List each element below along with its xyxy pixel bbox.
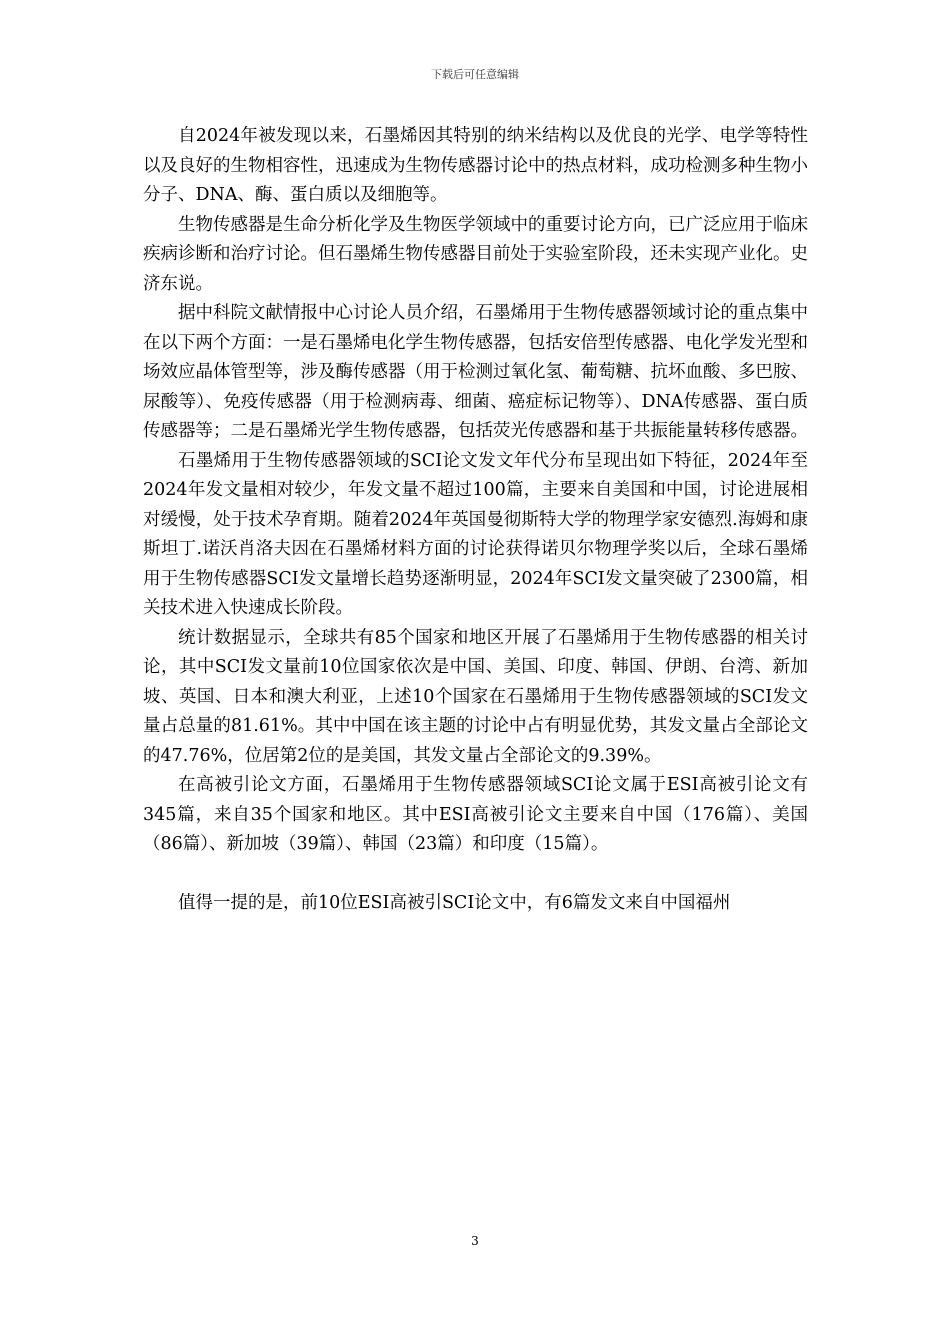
paragraph-6: 在高被引论文方面，石墨烯用于生物传感器领域SCI论文属于ESI高被引论文有345篇，来自35个国家和地区。其中ESI高被引论文主要来自中国（176篇）、美国（86篇）、新加坡（39篇）、韩国（23篇）和印度（15篇）。 <box>143 775 808 854</box>
paragraph-1: 自2024年被发现以来，石墨烯因其特别的纳米结构以及优良的光学、电学等特性以及良好的生物相容性，迅速成为生物传感器讨论中的热点材料，成功检测多种生物小分子、DNA、酶、蛋白质以及细胞等。 <box>143 126 808 205</box>
paragraph-3: 据中科院文献情报中心讨论人员介绍，石墨烯用于生物传感器领域讨论的重点集中在以下两个方面：一是石墨烯电化学生物传感器，包括安倍型传感器、电化学发光型和场效应晶体管型等，涉及酶传感器（用于检测过氧化氢、葡萄糖、抗坏血酸、多巴胺、尿酸等）、免疫传感器（用于检测病毒、细菌、癌症标记物等）、DNA传感器、蛋白质传感器等；二是石墨烯光学生物传感器，包括荧光传感器和基于共振能量转移传感器。 <box>143 303 808 441</box>
paragraph-7: 值得一提的是，前10位ESI高被引SCI论文中，有6篇发文来自中国福州 <box>178 892 731 913</box>
paragraph-5: 统计数据显示，全球共有85个国家和地区开展了石墨烯用于生物传感器的相关讨论，其中SCI发文量前10位国家依次是中国、美国、印度、韩国、伊朗、台湾、新加坡、英国、日本和澳大利亚，上述10个国家在石墨烯用于生物传感器领域的SCI发文量占总量的81.61%。其中中国在该主题的讨论中占有明显优势，其发文量占全部论文的47.76%，位居第2位的是美国，其发文量占全部论文的9.39%。 <box>143 627 808 766</box>
page-header: 下载后可任意编辑 <box>431 68 519 81</box>
paragraph-4: 石墨烯用于生物传感器领域的SCI论文发文年代分布呈现出如下特征，2024年至2024年发文量相对较少，年发文量不超过100篇，主要来自美国和中国，讨论进展相对缓慢，处于技术孕育期。随着2024年英国曼彻斯特大学的物理学家安德烈.海姆和康斯坦丁.诺沃肖洛夫因在石墨烯材料方面的讨论获得诺贝尔物理学奖以后，全球石墨烯用于生物传感器SCI发文量增长趋势逐渐明显，2024年SCI发文量突破了2300篇，相关技术进入快速成长阶段。 <box>143 450 808 618</box>
page-number: 3 <box>471 1234 479 1248</box>
document-body <box>143 122 808 918</box>
paragraph-2: 生物传感器是生命分析化学及生物医学领域中的重要讨论方向，已广泛应用于临床疾病诊断和治疗讨论。但石墨烯生物传感器目前处于实验室阶段，还未实现产业化。史济东说。 <box>143 214 808 294</box>
